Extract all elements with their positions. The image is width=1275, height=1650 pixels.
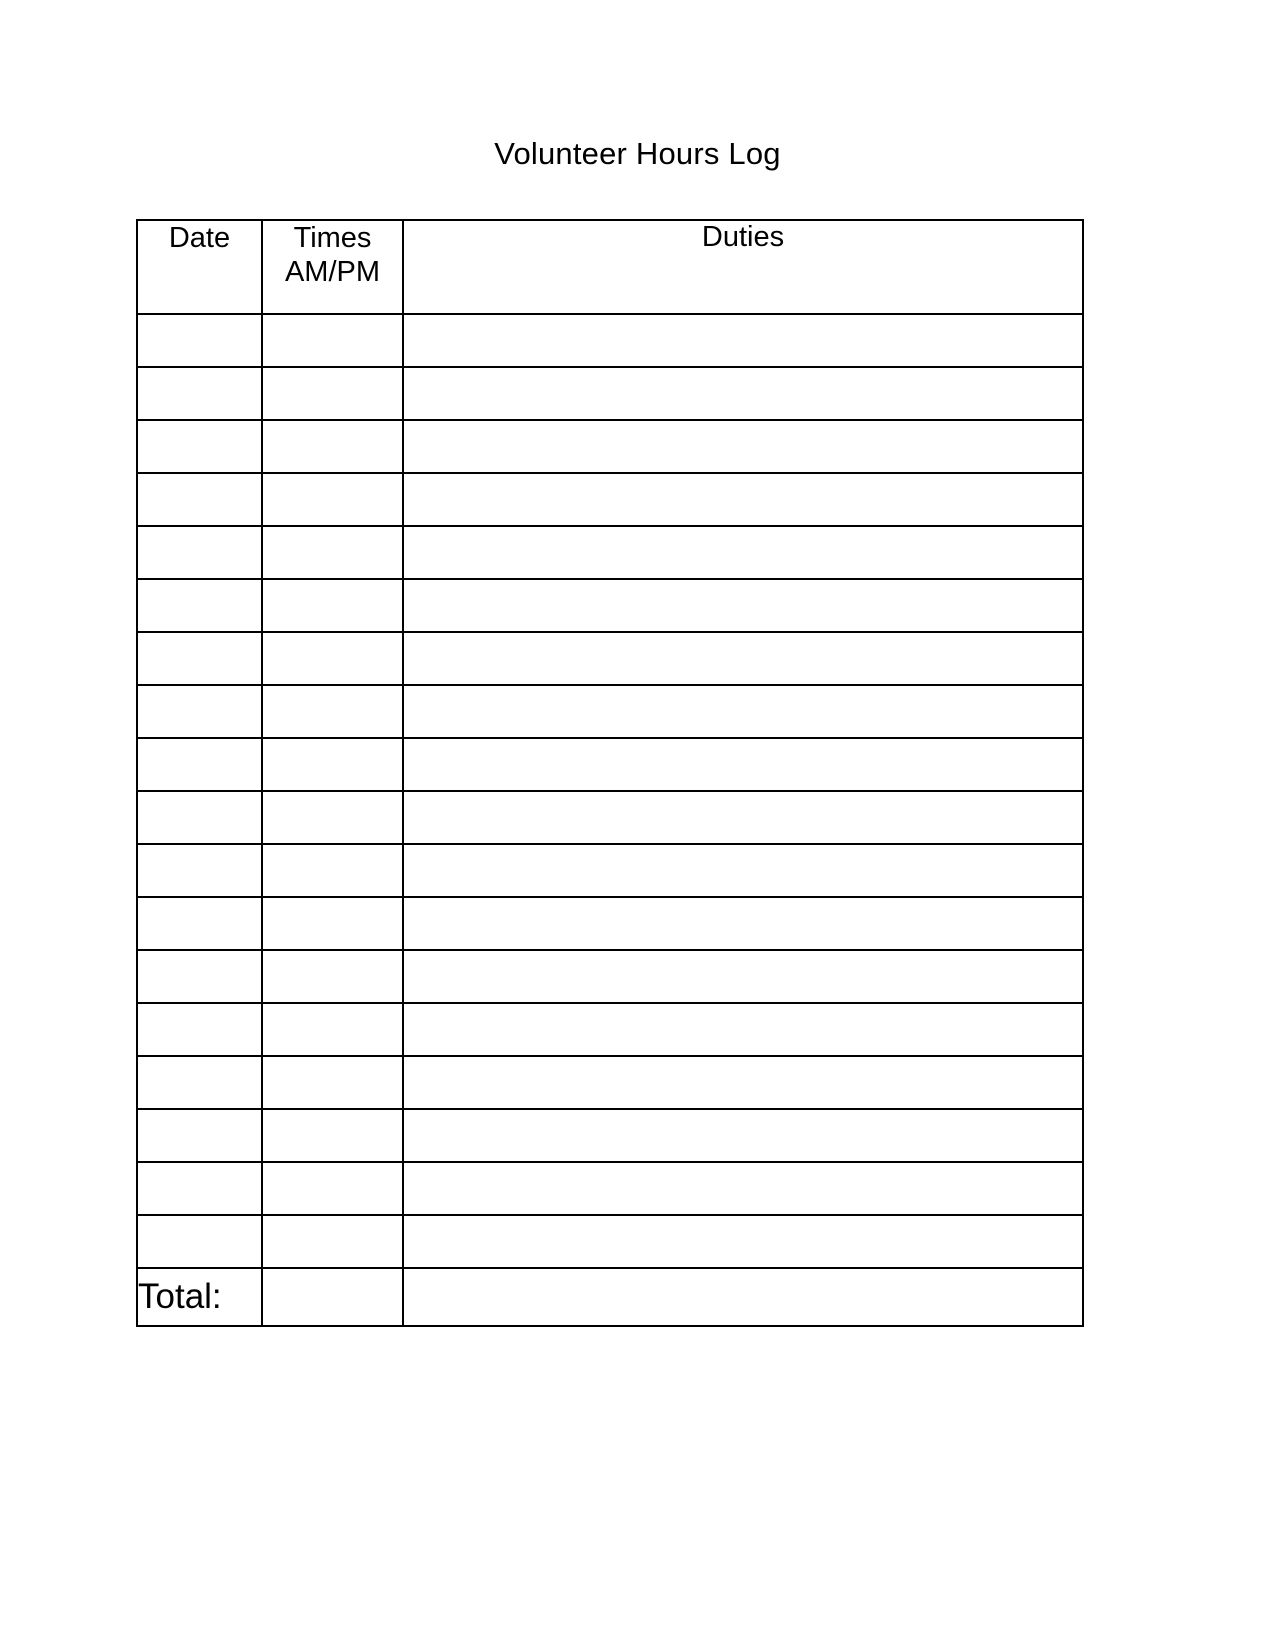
cell-duties[interactable] (403, 685, 1083, 738)
table-row (137, 1003, 1083, 1056)
cell-date[interactable] (137, 1215, 262, 1268)
cell-times[interactable] (262, 685, 403, 738)
table-row (137, 897, 1083, 950)
cell-duties[interactable] (403, 420, 1083, 473)
cell-date[interactable] (137, 526, 262, 579)
table-header-row (137, 220, 1083, 314)
cell-times[interactable] (262, 420, 403, 473)
column-header-date-label: Date (168, 222, 231, 254)
cell-duties[interactable] (403, 1056, 1083, 1109)
cell-duties[interactable] (403, 791, 1083, 844)
cell-date[interactable] (137, 1162, 262, 1215)
cell-times[interactable] (262, 791, 403, 844)
cell-times[interactable] (262, 1215, 403, 1268)
table-row (137, 420, 1083, 473)
table-row (137, 738, 1083, 791)
column-header-date (137, 220, 262, 314)
volunteer-hours-table (136, 219, 1084, 1327)
cell-duties[interactable] (403, 1109, 1083, 1162)
cell-duties[interactable] (403, 1162, 1083, 1215)
table-row (137, 526, 1083, 579)
table-body (137, 314, 1083, 1326)
cell-date[interactable] (137, 1003, 262, 1056)
cell-date[interactable] (137, 791, 262, 844)
table-row (137, 685, 1083, 738)
cell-date[interactable] (137, 473, 262, 526)
total-times-value[interactable] (262, 1268, 403, 1326)
column-header-duties-label: Duties (701, 221, 785, 253)
cell-times[interactable] (262, 526, 403, 579)
cell-duties[interactable] (403, 632, 1083, 685)
table-row (137, 950, 1083, 1003)
cell-duties[interactable] (403, 367, 1083, 420)
cell-date[interactable] (137, 738, 262, 791)
table-row (137, 1162, 1083, 1215)
total-label: Total: (137, 1268, 262, 1326)
total-row (137, 1268, 1083, 1326)
column-header-duties (403, 220, 1083, 314)
total-duties-value[interactable] (403, 1268, 1083, 1326)
cell-date[interactable] (137, 1109, 262, 1162)
cell-times[interactable] (262, 1056, 403, 1109)
table-row (137, 1056, 1083, 1109)
cell-duties[interactable] (403, 473, 1083, 526)
cell-times[interactable] (262, 314, 403, 367)
cell-times[interactable] (262, 473, 403, 526)
column-header-times (262, 220, 403, 314)
cell-duties[interactable] (403, 1215, 1083, 1268)
table-row (137, 579, 1083, 632)
cell-times[interactable] (262, 897, 403, 950)
cell-date[interactable] (137, 950, 262, 1003)
cell-date[interactable] (137, 579, 262, 632)
cell-duties[interactable] (403, 579, 1083, 632)
table-row (137, 791, 1083, 844)
cell-date[interactable] (137, 367, 262, 420)
cell-times[interactable] (262, 579, 403, 632)
cell-duties[interactable] (403, 738, 1083, 791)
cell-times[interactable] (262, 1109, 403, 1162)
table-row (137, 844, 1083, 897)
table-row (137, 473, 1083, 526)
cell-times[interactable] (262, 367, 403, 420)
cell-duties[interactable] (403, 1003, 1083, 1056)
cell-times[interactable] (262, 632, 403, 685)
cell-duties[interactable] (403, 897, 1083, 950)
cell-date[interactable] (137, 314, 262, 367)
cell-date[interactable] (137, 844, 262, 897)
cell-duties[interactable] (403, 314, 1083, 367)
cell-duties[interactable] (403, 844, 1083, 897)
cell-times[interactable] (262, 1162, 403, 1215)
cell-date[interactable] (137, 1056, 262, 1109)
cell-duties[interactable] (403, 526, 1083, 579)
cell-date[interactable] (137, 897, 262, 950)
table-row (137, 1215, 1083, 1268)
cell-duties[interactable] (403, 950, 1083, 1003)
cell-times[interactable] (262, 844, 403, 897)
table-row (137, 632, 1083, 685)
column-header-times-label-line2: AM/PM (284, 256, 381, 289)
cell-date[interactable] (137, 420, 262, 473)
cell-times[interactable] (262, 738, 403, 791)
cell-date[interactable] (137, 632, 262, 685)
cell-times[interactable] (262, 1003, 403, 1056)
cell-date[interactable] (137, 685, 262, 738)
table-row (137, 314, 1083, 367)
page-title: Volunteer Hours Log (494, 136, 781, 171)
column-header-times-label-line1: Times (293, 222, 372, 254)
table-row (137, 367, 1083, 420)
cell-times[interactable] (262, 950, 403, 1003)
table-row (137, 1109, 1083, 1162)
